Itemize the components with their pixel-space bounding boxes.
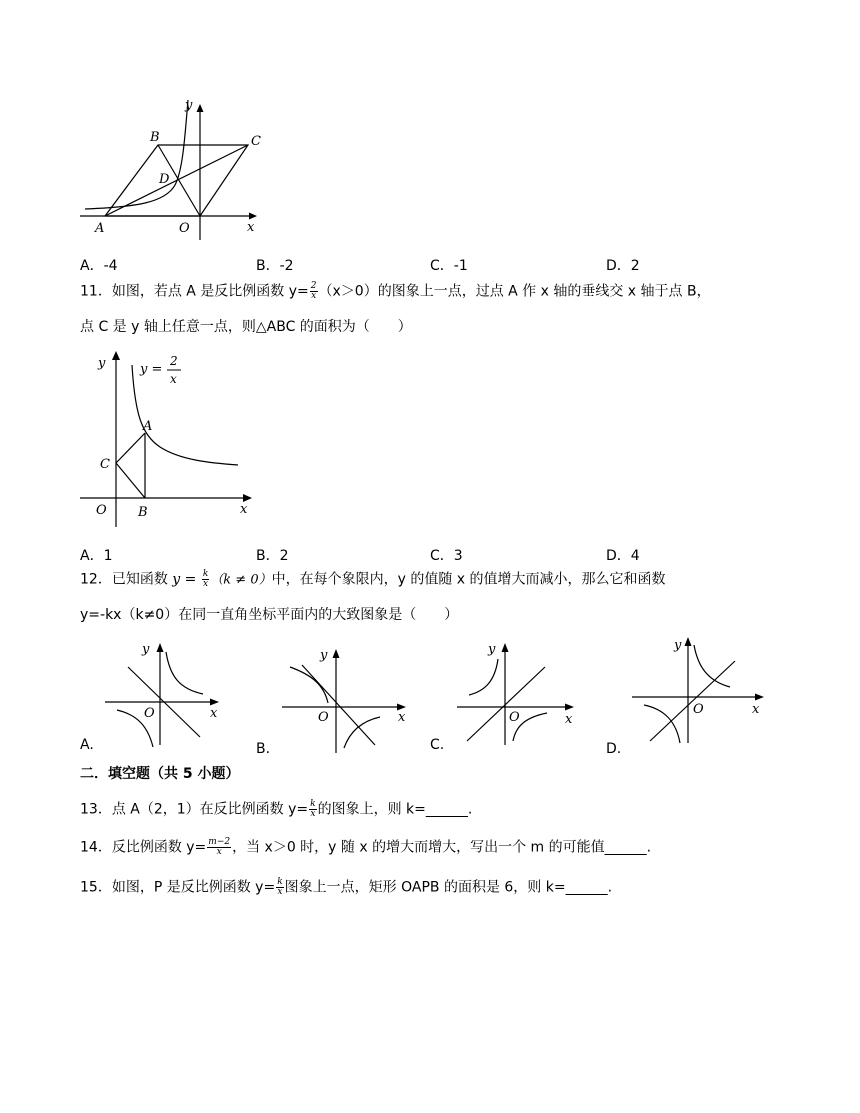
q12-fraction: $\frac{k}{x}$ — [202, 569, 209, 589]
q15-fraction: $\frac{k}{x}$ — [277, 877, 283, 897]
q12-figure-d — [630, 633, 765, 745]
q12-option-d: D. — [606, 741, 622, 757]
q12b-label-x: x — [398, 710, 406, 725]
q11-label-eq-den: x — [170, 372, 177, 386]
q11-label-y: y — [98, 356, 106, 371]
q10-option-a: A．-4 — [80, 258, 118, 274]
q12-figure-a — [100, 637, 230, 749]
q13-fraction: $\frac{k}{x}$ — [310, 799, 316, 819]
q12-option-b: B. — [256, 741, 271, 757]
q10-label-A: A — [95, 221, 105, 236]
q11-label-B: B — [138, 505, 148, 520]
q10-label-O: O — [179, 221, 190, 236]
q12d-label-y: y — [674, 638, 682, 653]
q12c-label-O: O — [509, 710, 520, 725]
q11-label-A: A — [143, 419, 153, 434]
q11-figure — [80, 345, 260, 520]
q14-stem: 14．反比例函数 y= $\frac{m-2}{x}$ ，当 x＞0 时，y 随 x 的增大而增大，写出一个 m 的可能值______. — [80, 837, 652, 857]
q10-label-y: y — [185, 98, 193, 113]
q12b-label-O: O — [318, 710, 329, 725]
q10-label-x: x — [247, 220, 255, 235]
section-heading-fill-in: 二．填空题（共 5 小题） — [80, 766, 240, 782]
q14-fraction: $\frac{m-2}{x}$ — [208, 837, 231, 857]
q11-label-eq-y: y = — [140, 362, 163, 377]
q10-option-c: C．-1 — [430, 258, 468, 274]
q12a-label-O: O — [144, 706, 155, 721]
q12-figure-b — [280, 645, 415, 757]
q12b-label-y: y — [320, 648, 328, 663]
q10-label-C: C — [251, 134, 261, 149]
q12c-label-x: x — [565, 712, 573, 727]
q12a-label-y: y — [142, 642, 150, 657]
q11-label-eq-num: 2 — [170, 354, 178, 368]
q10-option-d: D．2 — [606, 258, 640, 274]
q11-option-c: C．3 — [430, 548, 463, 564]
q12-option-a: A. — [80, 737, 94, 753]
q11-label-O: O — [96, 503, 107, 518]
q11-fraction: $\frac{2}{x}$ — [310, 281, 317, 301]
q12d-label-x: x — [752, 702, 760, 717]
q12d-label-O: O — [693, 702, 704, 717]
q11-stem-line2: 点 C 是 y 轴上任意一点，则△ABC 的面积为（ ） — [80, 319, 412, 335]
q11-label-x: x — [240, 502, 248, 517]
q11-option-a: A．1 — [80, 548, 113, 564]
q10-figure — [75, 95, 265, 245]
q11-option-b: B．2 — [256, 548, 289, 564]
q12-figure-c — [455, 637, 585, 749]
q12c-label-y: y — [488, 642, 496, 657]
q11-option-d: D．4 — [606, 548, 640, 564]
q10-option-b: B．-2 — [256, 258, 294, 274]
q11-stem-line1: 11．如图，若点 A 是反比例函数 y= $\frac{2}{x}$ （x＞0）的图象上一点，过点 A 作 x 轴的垂线交 x 轴于点 B， — [80, 281, 711, 301]
q13-stem: 13．点 A（2，1）在反比例函数 y= $\frac{k}{x}$ 的图象上，则 k=______. — [80, 799, 473, 819]
q12a-label-x: x — [210, 706, 218, 721]
q12-option-c: C. — [430, 737, 445, 753]
q12-stem-line1: 12．已知函数 y = $\frac{k}{x}$ （k ≠ 0）中，在每个象限内，y 的值随 x 的值增大而减小，那么它和函数 — [80, 569, 666, 589]
q15-stem: 15．如图，P 是反比例函数 y= $\frac{k}{x}$ 图象上一点，矩形 OAPB 的面积是 6，则 k=______. — [80, 877, 613, 897]
q12-stem-line2: y=-kx（k≠0）在同一直角坐标平面内的大致图象是（ ） — [80, 607, 459, 623]
q10-label-B: B — [150, 130, 160, 145]
q10-label-D: D — [159, 172, 170, 187]
q11-label-C: C — [100, 457, 110, 472]
